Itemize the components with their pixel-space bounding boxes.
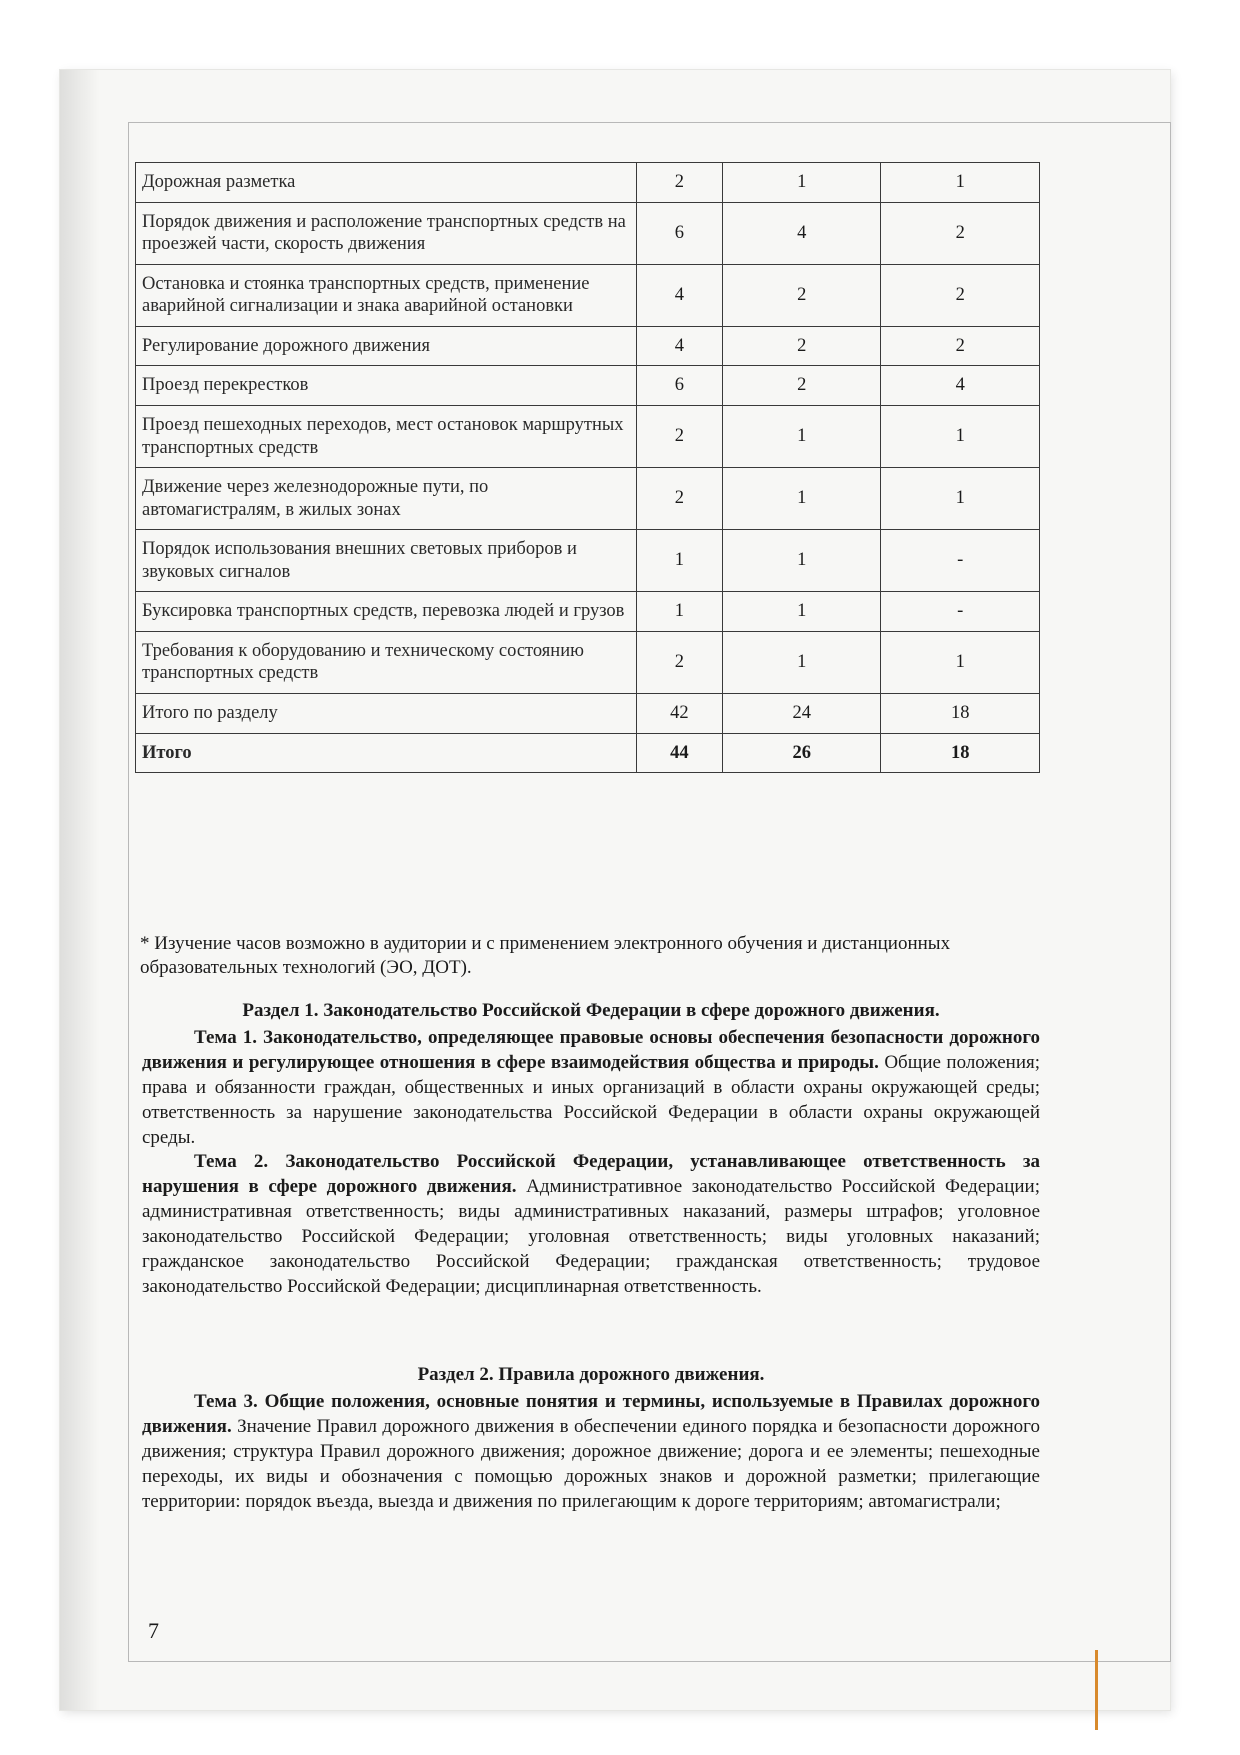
spine-shadow — [60, 70, 100, 1710]
topic-3-heading: Тема 3. Общие положения, основные понятия и термины, используемые в Правилах дорожного движения. — [142, 1391, 1040, 1437]
page-edge-mark — [1095, 1650, 1098, 1730]
table-row — [136, 468, 1040, 530]
topic-name-cell: Движение через железнодорожные пути, по автомагистралям, в жилых зонах — [136, 468, 637, 530]
table-row — [136, 405, 1040, 467]
practice-hours-cell: 1 — [881, 631, 1040, 693]
topic-1-heading: Тема 1. Законодательство, определяющее правовые основы обеспечения безопасности дорожного движения и регулирующее отношения в сфере взаимодействия общества и природы. — [142, 1027, 1040, 1073]
practice-hours-cell: 4 — [881, 366, 1040, 406]
topic-name-cell: Проезд пешеходных переходов, мест остановок маршрутных транспортных средств — [136, 405, 637, 467]
section-2-title: Раздел 2. Правила дорожного движения. — [417, 1364, 765, 1385]
practice-hours-cell: 1 — [881, 405, 1040, 467]
theory-hours-cell: 1 — [722, 468, 881, 530]
practice-hours-cell: 2 — [881, 202, 1040, 264]
section-1-body — [142, 1026, 1040, 1300]
table-row — [136, 264, 1040, 326]
theory-hours-cell: 2 — [722, 326, 881, 366]
total-hours-cell: 2 — [636, 163, 722, 203]
topic-name-cell: Проезд перекрестков — [136, 366, 637, 406]
table-row — [136, 694, 1040, 734]
total-hours-cell: 1 — [636, 592, 722, 632]
topic-1-paragraph — [142, 1026, 1040, 1150]
topic-1-text: Общие положения; права и обязанности граждан, общественных и иных организаций в области охраны окружающей среды; ответственность за нарушение законодательства Российской Федерации в области охраны окружающей среды. — [142, 1051, 1040, 1148]
topic-name-cell: Дорожная разметка — [136, 163, 637, 203]
topic-2-paragraph — [142, 1150, 1040, 1299]
table-row — [136, 366, 1040, 406]
practice-hours-cell: 2 — [881, 326, 1040, 366]
total-hours-cell: 6 — [636, 366, 722, 406]
total-hours-cell: 42 — [636, 694, 722, 734]
theory-hours-cell: 4 — [722, 202, 881, 264]
practice-hours-cell: 18 — [881, 694, 1040, 734]
theory-hours-cell: 1 — [722, 631, 881, 693]
table-row — [136, 530, 1040, 592]
practice-hours-cell: - — [881, 592, 1040, 632]
topic-2-text: Административное законодательство Российской Федерации; административная ответственность; виды административных наказаний, размеры штрафов; уголовное законодательство Российской Федерации; уголовная ответственность; виды уголовных наказаний; гражданское законодательство Российской Федерации; гражданская ответственность; трудовое законодательство Российской Федерации; дисциплинарная ответственность. — [142, 1176, 1040, 1297]
total-hours-cell: 6 — [636, 202, 722, 264]
topic-name-cell: Итого — [136, 733, 637, 773]
total-hours-cell: 4 — [636, 326, 722, 366]
topic-3-paragraph — [142, 1390, 1040, 1514]
hours-table — [135, 162, 1040, 773]
table-row — [136, 592, 1040, 632]
page-number: 7 — [148, 1618, 159, 1643]
theory-hours-cell: 1 — [722, 530, 881, 592]
practice-hours-cell: 1 — [881, 468, 1040, 530]
theory-hours-cell: 1 — [722, 592, 881, 632]
topic-name-cell: Требования к оборудованию и техническому состоянию транспортных средств — [136, 631, 637, 693]
topic-name-cell: Итого по разделу — [136, 694, 637, 734]
practice-hours-cell: 18 — [881, 733, 1040, 773]
theory-hours-cell: 24 — [722, 694, 881, 734]
practice-hours-cell: - — [881, 530, 1040, 592]
topic-3-text: Значение Правил дорожного движения в обеспечении единого порядка и безопасности дорожного движения; структура Правил дорожного движения; дорожное движение; дорога и ее элементы; пешеходные переходы, их виды и обозначения с помощью дорожных знаков и дорожной разметки; прилегающие территории: порядок въезда, выезда и движения по прилегающим к дороге территориям; автомагистрали; — [142, 1415, 1041, 1512]
practice-hours-cell: 1 — [881, 163, 1040, 203]
theory-hours-cell: 26 — [722, 733, 881, 773]
table-row — [136, 163, 1040, 203]
total-hours-cell: 2 — [636, 631, 722, 693]
topic-2-heading: Тема 2. Законодательство Российской Федерации, устанавливающее ответственность за нарушения в сфере дорожного движения. — [142, 1151, 1040, 1198]
total-hours-cell: 4 — [636, 264, 722, 326]
total-hours-cell: 44 — [636, 733, 722, 773]
practice-hours-cell: 2 — [881, 264, 1040, 326]
section-2-body — [142, 1390, 1040, 1514]
table-total-row — [136, 733, 1040, 773]
theory-hours-cell: 2 — [722, 264, 881, 326]
topic-name-cell: Порядок использования внешних световых приборов и звуковых сигналов — [136, 530, 637, 592]
theory-hours-cell: 1 — [722, 163, 881, 203]
topic-name-cell: Остановка и стоянка транспортных средств, применение аварийной сигнализации и знака аварийной остановки — [136, 264, 637, 326]
total-hours-cell: 2 — [636, 468, 722, 530]
topic-name-cell: Регулирование дорожного движения — [136, 326, 637, 366]
table-row — [136, 631, 1040, 693]
topic-name-cell: Порядок движения и расположение транспортных средств на проезжей части, скорость движения — [136, 202, 637, 264]
theory-hours-cell: 2 — [722, 366, 881, 406]
footnote: * Изучение часов возможно в аудитории и с применением электронного обучения и дистанционных образовательных технологий (ЭО, ДОТ). — [140, 933, 951, 978]
total-hours-cell: 2 — [636, 405, 722, 467]
section-1-title: Раздел 1. Законодательство Российской Федерации в сфере дорожного движения. — [242, 1000, 940, 1021]
table-row — [136, 326, 1040, 366]
theory-hours-cell: 1 — [722, 405, 881, 467]
table-row — [136, 202, 1040, 264]
total-hours-cell: 1 — [636, 530, 722, 592]
topic-name-cell: Буксировка транспортных средств, перевозка людей и грузов — [136, 592, 637, 632]
